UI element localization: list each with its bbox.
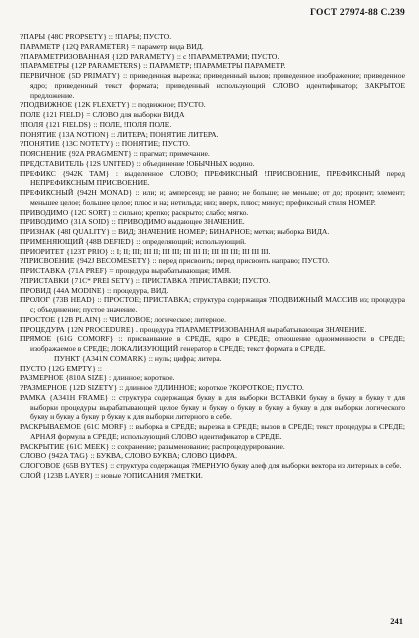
glossary-entry: ПУНКТ {A341N COMARK} :: нуль; цифра; литера. [54,353,222,363]
glossary-entries [20,32,405,481]
glossary-entry: ?ПОНЯТИЕ {13C NOTETY} :: ПОНЯТИЕ; ПУСТО. [20,139,190,149]
glossary-entry: ПРИОРИТЕТ {123T PRIO} :: I; II; III; III II; III III; III III II; III III III; III III III. [20,246,271,256]
glossary-entry: ПРЕФИКС {942K TAM} : выделенное СЛОВО; ПРЕФИКСНЫЙ !ПРИСВОЕНИЕ, ПРЕФИКСНЫЙ перед НЕПРЕФИКСНЫМ ПРИСВОЕНИЕ. [20,168,405,188]
glossary-entry: ПРИМЕНЯЮЩИЙ {48B DEFIED} :: определяющий; использующий. [20,236,247,246]
glossary-entry: ?ПРИСВОЕНИЕ {942J BECOMESETY} :: перед присвоить; перед присвоить направо; ПУСТО. [20,256,330,266]
glossary-entry: ПРИСТАВКА {71A PREF} = процедура вырабатывающая; ИМЯ. [20,266,232,275]
glossary-entry: ?ПОДВИЖНОЕ {12K FLEXETY} :: подвижное; ПУСТО. [20,100,206,110]
glossary-entry: ПРИЗНАК {48I QUALITY} :: ВИД; ЗНАЧЕНИЕ НОМЕР; БИНАРНОЕ; метки; выборка ВИДА. [20,227,330,236]
glossary-entry: ПРЕФИКСНЫЙ {942H MONAD} :: или; и; амперсенд; не равно; не больше; не меньше; от до; процент; элемент; меньшее целое; большее целое; плюс и на; нетильда; низ; вверх, плюс; минус; префиксный стиля НОМЕР. [20,188,405,207]
glossary-entry: РАМКА {A341H FRAME} :: структура содержащая букву в для выборки ВСТАВКИ букву в букву в букву т для выборки процедуры вырабатывающей целое букву н букву о букву в букву а букву в для выборки логического букву и букву а букву р букву к для выборки литерного в себе. [20,392,405,422]
glossary-entry: ПРЯМОЕ {61G COMORF} :: присваивание в СРЕДЕ, ядро в СРЕДЕ; отношение одноименности в СРЕДЕ; изображаемое в СРЕДЕ; ЛОКАЛИЗУЮЩИЙ генератор в СРЕДЕ; текст формата в СРЕДЕ. [20,334,405,353]
glossary-entry: ПРОСТОЕ {12B PLAIN} :: ЧИСЛОВОЕ; логическое; литерное. [20,314,226,324]
glossary-entry: ПРОВИД {44A MODINE} :: процедура, ВИД. [20,285,169,295]
glossary-entry: ?ПАРАМЕТРИЗОВАННАЯ {12D PARAMETY} :: с !ПАРАМЕТРАМИ; ПУСТО. [20,51,280,61]
glossary-entry: ПОНЯТИЕ {13A NOTION} :: ЛИТЕРА; ПОНЯТИЕ ЛИТЕРА. [20,129,219,139]
glossary-entry: ПРОЦЕДУРА {12N PROCEDURE} . процедура ?ПАРАМЕТРИЗОВАННАЯ вырабатывающая ЗНАЧЕНИЕ. [20,324,367,334]
glossary-entry: !ПОЛЯ {121 FIELDS} :: ПОЛЕ, !ПОЛЯ ПОЛЕ. [20,119,172,129]
glossary-entry: ПРОЛОГ {73B HEAD} :: ПРОСТОЕ; ПРИСТАВКА; структура содержащая ?ПОДВИЖНЫЙ МАССИВ из; процедура с; объединение; пустое значение. [20,295,405,314]
glossary-entry: ПАРАМЕТР {12Q PARAMETER} = параметр вида ВИД. [20,41,204,51]
glossary-entry: СЛОЙ {123B LAYER} :: новые ?ОПИСАНИЯ ?МЕТКИ. [20,470,203,480]
glossary-entry: ПРИВОДИМО {31A SOID} :: ПРИВОДИМО выдающее ЗНАЧЕНИЕ. [20,217,245,227]
glossary-entry: РАСКРЫВАЕМОЕ {61C MORF} :: выборка в СРЕДЕ; вырезка в СРЕДЕ; вызов в СРЕДЕ; текст процедуры в СРЕДЕ; АРНАЯ формула в СРЕДЕ; использующий СЛОВО идентификатор в СРЕДЕ. [20,422,405,441]
glossary-entry: ?РАЗМЕРНОЕ {12D SIZETY} :: длинное ?ДЛИННОЕ; короткое ?КОРОТКОЕ; ПУСТО. [20,383,304,392]
glossary-entry: РАЗМЕРНОЕ {810A SIZE} : длинное; короткое. [20,373,175,383]
glossary-entry: СЛОВО {942A TAG} :: БУКВА, СЛОВО БУКВА; СЛОВО ЦИФРА. [20,451,238,461]
glossary-entry: ПРИВОДИМО {12C SORT} :: сильно; крепко; раскрыто; слабо; мягко. [20,207,249,217]
page-number: 241 [390,616,403,626]
glossary-entry: !ПАРАМЕТРЫ {12P PARAMETERS} :: ПАРАМЕТР; !ПАРАМЕТРЫ ПАРАМЕТР. [20,61,286,71]
glossary-entry: ?ПАРЫ {48C PROPSETY} :: !ПАРЫ; ПУСТО. [20,32,172,41]
glossary-entry: ПУСТО {12G EMPTY} :: [20,363,102,373]
glossary-entry: ?ПРИСТАВКИ {71C* PREI SETY} :: ПРИСТАВКА ?ПРИСТАВКИ; ПУСТО. [20,275,271,285]
glossary-entry: ПЕРВИЧНОЕ {5D PRIMATY} :: приведенная вырезка; приведенный вызов; приведенное изображение; приведенное ядро; приведенный текст формата; приведенный использующий СЛОВО идентификатор; ЗАКРЫТОЕ предложение. [20,71,405,100]
glossary-entry: ПРЕДСТАВИТЕЛЬ {12S UNITED} :: объединение !ОБЫЧНЫХ водино. [20,158,255,168]
glossary-entry: СЛОГОВОЕ {65B BYTES} :: структура содержащая ?МЕРНУЮ букву алеф для выборки вектора из литерных в себе. [20,461,402,470]
glossary-entry: ПОЯСНЕНИЕ {92A PRAGMENT} :: прагмат; примечание. [20,149,210,158]
glossary-entry: ПОЛЕ {121 FIELD} = СЛОВО для выборки ВИДА [20,110,185,119]
page-header: ГОСТ 27974-88 С.239 [310,8,405,18]
glossary-entry: РАСКРЫТИЕ {61C MEEK} :: сохранение; разыменование; распроцедурирование. [20,441,285,451]
